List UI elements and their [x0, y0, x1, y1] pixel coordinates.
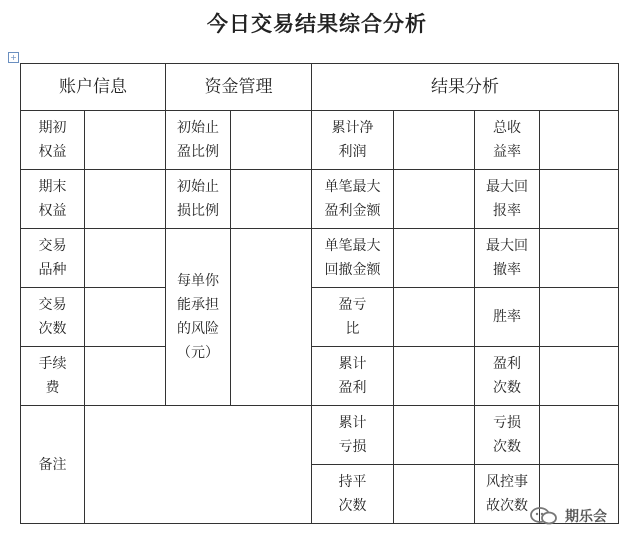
label-breakeven-count: 持平 次数 — [312, 465, 394, 524]
label-trade-count: 交易 次数 — [21, 288, 85, 347]
value-breakeven-count[interactable] — [394, 465, 475, 524]
wechat-icon — [529, 507, 559, 525]
value-loss-count[interactable] — [540, 406, 619, 465]
label-commission: 手续 费 — [21, 347, 85, 406]
value-max-drawdown[interactable] — [540, 229, 619, 288]
value-profit-count[interactable] — [540, 347, 619, 406]
label-max-drawdown: 最大回 撤率 — [475, 229, 540, 288]
label-cumulative-profit: 累计 盈利 — [312, 347, 394, 406]
value-cumulative-profit[interactable] — [394, 347, 475, 406]
watermark-text: 期乐会 — [565, 509, 607, 525]
label-profit-loss-ratio: 盈亏 比 — [312, 288, 394, 347]
value-initial-equity[interactable] — [85, 111, 166, 170]
value-cumulative-net-profit[interactable] — [394, 111, 475, 170]
page-title: 今日交易结果综合分析 — [207, 12, 427, 36]
value-initial-sl-ratio[interactable] — [231, 170, 312, 229]
value-commission[interactable] — [85, 347, 166, 406]
label-max-return: 最大回 报率 — [475, 170, 540, 229]
label-loss-count: 亏损 次数 — [475, 406, 540, 465]
label-profit-count: 盈利 次数 — [475, 347, 540, 406]
value-profit-loss-ratio[interactable] — [394, 288, 475, 347]
watermark — [529, 503, 607, 529]
value-instrument[interactable] — [85, 229, 166, 288]
value-initial-tp-ratio[interactable] — [231, 111, 312, 170]
value-total-return[interactable] — [540, 111, 619, 170]
label-max-single-profit: 单笔最大 盈利金额 — [312, 170, 394, 229]
value-win-rate[interactable] — [540, 288, 619, 347]
table-move-handle-icon[interactable]: + — [8, 52, 19, 63]
header-result-analysis: 结果分析 — [312, 64, 619, 111]
value-max-single-profit[interactable] — [394, 170, 475, 229]
label-initial-equity: 期初 权益 — [21, 111, 85, 170]
header-account-info: 账户信息 — [21, 64, 166, 111]
label-cumulative-loss: 累计 亏损 — [312, 406, 394, 465]
label-total-return: 总收 益率 — [475, 111, 540, 170]
value-trade-count[interactable] — [85, 288, 166, 347]
label-initial-sl-ratio: 初始止 损比例 — [166, 170, 231, 229]
value-max-return[interactable] — [540, 170, 619, 229]
label-win-rate: 胜率 — [475, 288, 540, 347]
analysis-table — [20, 63, 619, 524]
label-initial-tp-ratio: 初始止 盈比例 — [166, 111, 231, 170]
label-max-single-drawdown: 单笔最大 回撤金额 — [312, 229, 394, 288]
label-risk-per-trade: 每单你 能承担 的风险 （元） — [166, 229, 231, 406]
label-final-equity: 期末 权益 — [21, 170, 85, 229]
value-cumulative-loss[interactable] — [394, 406, 475, 465]
label-instrument: 交易 品种 — [21, 229, 85, 288]
value-remarks[interactable] — [85, 406, 312, 524]
label-remarks: 备注 — [21, 406, 85, 524]
label-cumulative-net-profit: 累计净 利润 — [312, 111, 394, 170]
value-risk-per-trade[interactable] — [231, 229, 312, 406]
label-risk-event-count: 风控事 故次数 — [475, 465, 540, 524]
value-final-equity[interactable] — [85, 170, 166, 229]
value-max-single-drawdown[interactable] — [394, 229, 475, 288]
header-fund-management: 资金管理 — [166, 64, 312, 111]
